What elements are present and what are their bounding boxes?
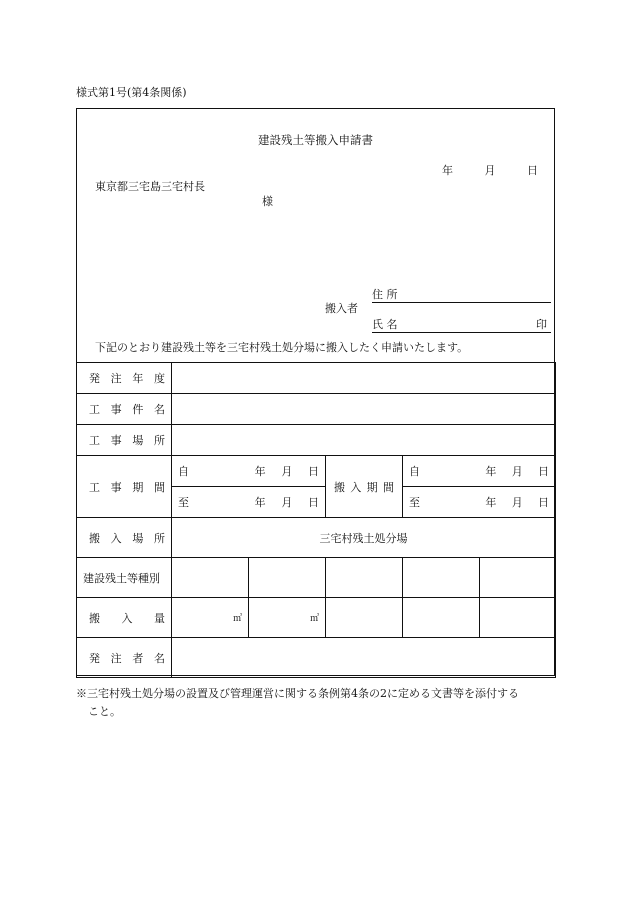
label-text xyxy=(83,650,171,666)
label-char: 工 xyxy=(89,480,100,494)
soil-type-cell[interactable] xyxy=(403,558,480,598)
address-field[interactable] xyxy=(372,289,551,303)
table-row xyxy=(77,558,556,598)
carry-period-from[interactable]: 自 年 月 日 xyxy=(403,456,556,487)
label-char: 搬 xyxy=(89,531,100,545)
table-row xyxy=(77,363,556,394)
application-form xyxy=(76,108,555,676)
label-char: 入 xyxy=(110,531,122,545)
work-place-field[interactable] xyxy=(172,425,556,456)
form-table xyxy=(76,362,556,678)
table-row xyxy=(77,456,556,487)
form-number-label: 様式第1号(第4条関係) xyxy=(76,86,187,99)
amount-cell[interactable] xyxy=(480,598,556,638)
label-char: 発 xyxy=(89,372,100,385)
cubic-meter-unit: ㎥ xyxy=(232,614,242,624)
label-char: 期 xyxy=(132,480,144,494)
label-char: 入 xyxy=(121,611,133,625)
carry-period-to[interactable]: 至 年 月 日 xyxy=(403,487,556,518)
label-text xyxy=(83,401,171,417)
name-field[interactable] xyxy=(372,319,551,333)
label-char: 注 xyxy=(110,372,122,385)
amount-cell[interactable] xyxy=(249,598,326,638)
label-text xyxy=(83,370,171,386)
label-char: 搬 xyxy=(89,611,100,625)
label-char: 量 xyxy=(154,611,165,625)
date-month-label: 月 xyxy=(484,164,496,177)
carry-place-value: 三宅村残土処分場 xyxy=(172,518,556,558)
work-place-label xyxy=(77,425,172,456)
label-char: 件 xyxy=(132,403,144,416)
work-period-from[interactable]: 自 年 月 日 xyxy=(172,456,326,487)
seal-mark: 印 xyxy=(536,318,547,331)
label-char: 場 xyxy=(132,531,144,545)
soil-type-label: 建設残土等種別 xyxy=(77,558,172,598)
footnote: ※三宅村残土処分場の設置及び管理運営に関する条例第4条の2に定める文書等を添付する xyxy=(76,687,519,700)
soil-type-cell[interactable] xyxy=(326,558,403,598)
label-char: 事 xyxy=(110,403,122,416)
label-char: 注 xyxy=(110,651,122,665)
label-char: 年 xyxy=(132,372,144,385)
label-char: 間 xyxy=(153,480,165,494)
label-char: 工 xyxy=(89,434,100,447)
orderer-name-label xyxy=(77,638,172,678)
label-char: 搬 xyxy=(334,480,345,494)
work-name-label xyxy=(77,394,172,425)
label-char: 工 xyxy=(89,403,100,416)
addressee: 東京都三宅島三宅村長 xyxy=(95,180,205,193)
order-year-field[interactable] xyxy=(172,363,556,394)
work-period-to[interactable]: 至 年 月 日 xyxy=(172,487,326,518)
lead-text: 下記のとおり建設残土等を三宅村残土処分場に搬入したく申請いたします。 xyxy=(95,341,469,354)
amount-label xyxy=(77,598,172,638)
order-year-label xyxy=(77,363,172,394)
table-row xyxy=(77,518,556,558)
table-row xyxy=(77,394,556,425)
carry-place-label xyxy=(77,518,172,558)
label-char: 発 xyxy=(89,651,100,665)
work-name-field[interactable] xyxy=(172,394,556,425)
soil-type-cell[interactable] xyxy=(249,558,326,598)
label-char: 事 xyxy=(110,434,122,447)
label-char: 事 xyxy=(110,480,122,494)
label-char: 者 xyxy=(132,651,144,665)
label-text xyxy=(83,610,171,626)
orderer-name-field[interactable] xyxy=(172,638,556,678)
label-text xyxy=(83,530,171,546)
amount-cell[interactable] xyxy=(172,598,249,638)
amount-cell[interactable] xyxy=(403,598,480,638)
honorific: 様 xyxy=(262,195,273,208)
date-year-label: 年 xyxy=(442,164,453,177)
amount-cell[interactable] xyxy=(326,598,403,638)
label-text xyxy=(83,479,171,495)
label-char: 入 xyxy=(350,480,362,494)
label-text xyxy=(326,479,402,495)
form-title: 建設残土等搬入申請書 xyxy=(258,133,373,147)
label-char: 所 xyxy=(153,531,165,545)
soil-type-cell[interactable] xyxy=(480,558,556,598)
address-label: 住 所 xyxy=(372,288,398,301)
footnote-continued: こと。 xyxy=(88,705,121,718)
label-char: 場 xyxy=(132,434,144,447)
date-line xyxy=(442,165,538,176)
applicant-label: 搬入者 xyxy=(325,302,358,315)
work-period-label xyxy=(77,456,172,518)
table-row xyxy=(77,638,556,678)
label-char: 期 xyxy=(366,480,378,494)
label-char: 所 xyxy=(153,434,165,447)
cubic-meter-unit: ㎥ xyxy=(309,614,319,624)
table-row xyxy=(77,425,556,456)
date-day-label: 日 xyxy=(527,164,538,177)
name-label: 氏 名 xyxy=(372,318,398,331)
label-text xyxy=(83,432,171,448)
label-char: 名 xyxy=(153,403,165,416)
table-row xyxy=(77,598,556,638)
soil-type-cell[interactable] xyxy=(172,558,249,598)
label-char: 間 xyxy=(382,480,394,494)
carry-period-label xyxy=(326,456,403,518)
label-char: 名 xyxy=(153,651,165,665)
label-char: 度 xyxy=(153,372,165,385)
